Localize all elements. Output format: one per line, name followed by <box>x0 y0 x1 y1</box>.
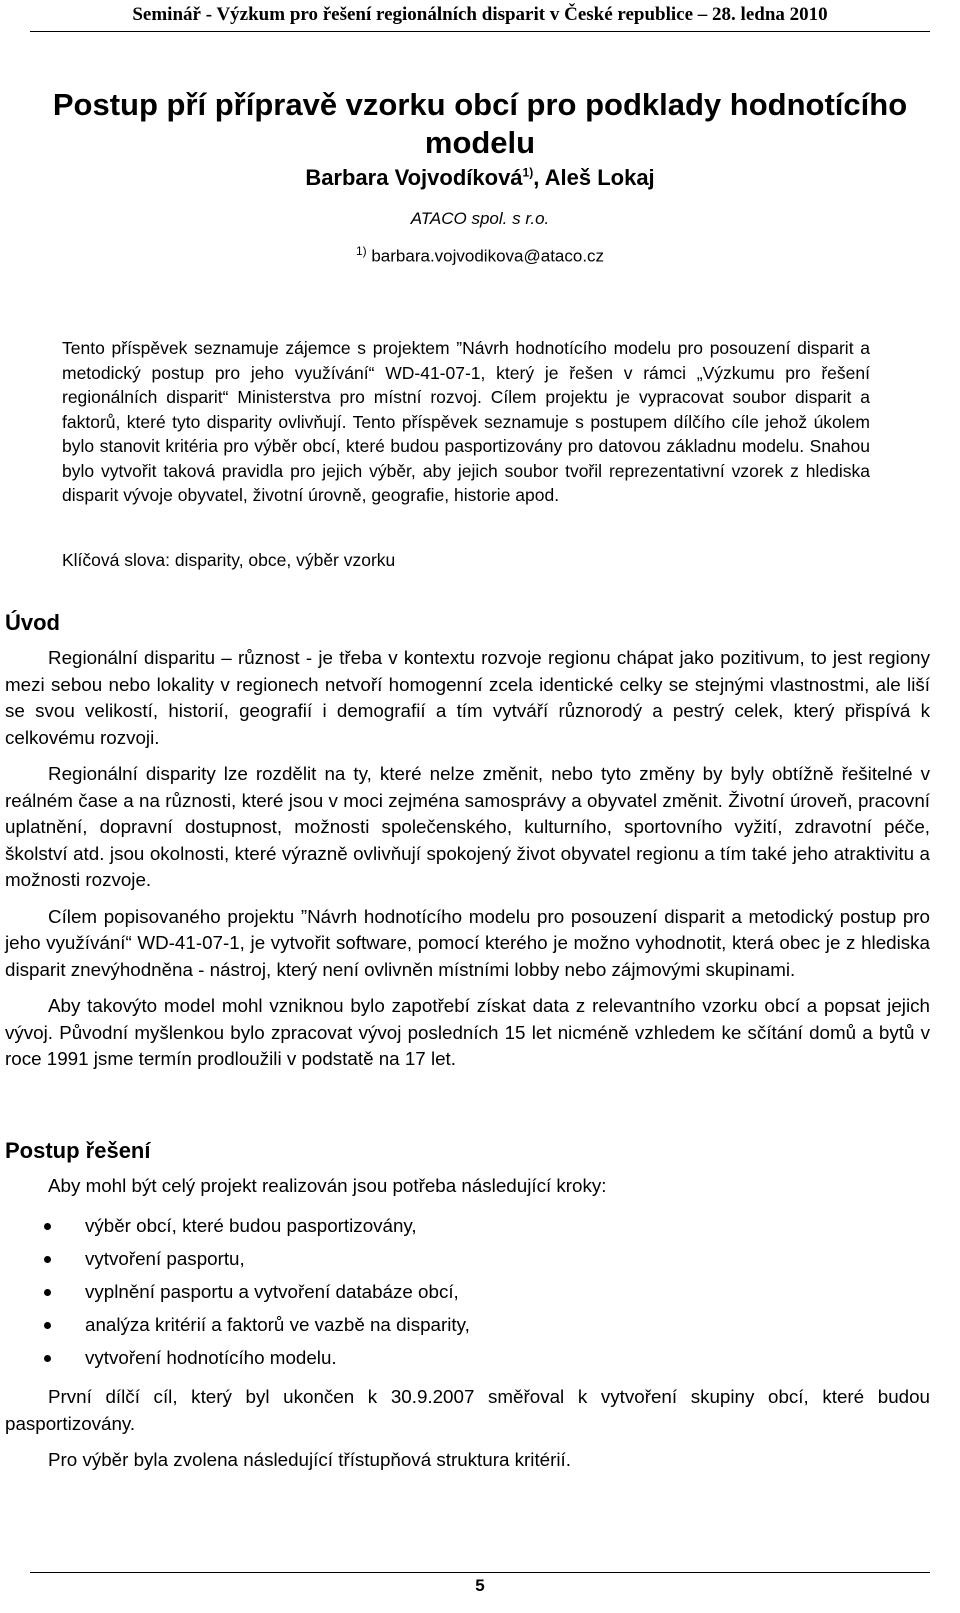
section-uvod-body <box>5 645 930 1083</box>
section-postup-body <box>5 1384 930 1484</box>
keywords: Klíčová slova: disparity, obce, výběr vzorku <box>62 550 396 570</box>
bullet-icon <box>44 1223 51 1230</box>
paragraph: Cílem popisovaného projektu ”Návrh hodnotícího modelu pro posouzení disparit a metodický postup pro jeho využívání“ WD-41-07-1, je vytvořit software, pomocí kterého je možno vyhodnotit, která obec je z hlediska disparit znevýhodněna - nástroj, který není ovlivněn místními lobby nebo zájmovými skupinami. <box>5 905 930 980</box>
affiliation: ATACO spol. s r.o. <box>410 209 550 228</box>
email-affil-mark: 1) <box>355 244 367 258</box>
paragraph: První dílčí cíl, který byl ukončen k 30.9.2007 směřoval k vytvoření skupiny obcí, které budou pasportizovány. <box>5 1386 930 1434</box>
email-address[interactable]: barbara.vojvodikova@ataco.cz <box>371 246 605 266</box>
list-item-text: vyplnění pasportu a vytvoření databáze obcí, <box>85 1281 459 1302</box>
author-2: , Aleš Lokaj <box>533 165 655 190</box>
author-1-affil-mark: 1) <box>522 165 534 180</box>
abstract: Tento příspěvek seznamuje zájemce s projektem ”Návrh hodnotícího modelu pro posouzení disparit a metodický postup pro jeho využívání“ WD-41-07-1, který je řešen v rámci „Výzkumu pro řešení regionálních disparit“ Ministerstva pro místní rozvoj. Cílem projektu je vypracovat soubor disparit a faktorů, které tyto disparity ovlivňují. Tento příspěvek seznamuje s postupem dílčího cíle jehož úkolem bylo stanovit kritéria pro výběr obcí, které budou pasportizovány pro datovou základnu modelu. Snahou bylo vytvořit taková pravidla pro jejich výběr, aby jejich soubor tvořil reprezentativní vzorek z hlediska disparit vývoje obyvatel, životní úrovně, geografie, historie apod. <box>62 338 870 505</box>
paper-title: Postup pří přípravě vzorku obcí pro podklady hodnotícího modelu <box>52 87 908 160</box>
list-item <box>40 1211 470 1244</box>
list-item <box>40 1277 470 1310</box>
list-item-text: vytvoření hodnotícího modelu. <box>85 1347 337 1368</box>
paragraph: Pro výběr byla zvolena následující třístupňová struktura kritérií. <box>48 1449 571 1470</box>
bullet-icon <box>44 1322 51 1329</box>
list-item-text: vytvoření pasportu, <box>85 1248 245 1269</box>
page-number: 5 <box>475 1576 485 1595</box>
bullet-icon <box>44 1256 51 1263</box>
paragraph: Aby takovýto model mohl vzniknou bylo zapotřebí získat data z relevantního vzorku obcí a popsat jejich vývoj. Původní myšlenkou bylo zpracovat vývoj posledních 15 let nicméně vzhledem ke sčítání domů a bytů v roce 1991 jsme termín prodloužili v podstatě na 17 let. <box>5 995 930 1069</box>
section-postup-intro <box>5 1173 930 1210</box>
list-item-text: analýza kritérií a faktorů ve vazbě na disparity, <box>85 1314 470 1335</box>
list-item <box>40 1244 470 1277</box>
authors-line <box>0 165 960 191</box>
list-item-text: výběr obcí, které budou pasportizovány, <box>85 1215 417 1236</box>
paragraph: Regionální disparity lze rozdělit na ty, které nelze změnit, nebo tyto změny by byly obtížně řešitelné v reálném čase a na různosti, které jsou v moci zejména samosprávy a obyvatel změnit. Životní úroveň, pracovní uplatnění, dopravní dostupnost, možnosti společenského, kulturního, sportovního vyžití, zdravotní péče, školství atd. jsou okolnosti, které výrazně ovlivňují spokojený život obyvatel regionu a tím také jeho atraktivitu a možnosti rozvoje. <box>5 763 930 890</box>
author-1: Barbara Vojvodíková <box>305 165 523 190</box>
footer-divider <box>30 1572 930 1573</box>
bullet-icon <box>44 1289 51 1296</box>
bullet-icon <box>44 1355 51 1362</box>
paragraph: Aby mohl být celý projekt realizován jsou potřeba následující kroky: <box>48 1175 607 1196</box>
steps-list <box>40 1211 470 1376</box>
paragraph: Regionální disparitu – různost - je třeba v kontextu rozvoje regionu chápat jako pozitivum, to jest regiony mezi sebou nebo lokality v regionech netvoří homogenní zcela identické celky se stejnými vlastnostmi, ale liší se svou velikostí, historií, geografií i demografií a tím vytváří různorodý a pestrý celek, který přispívá k celkovému rozvoji. <box>5 647 930 748</box>
section-heading-postup: Postup řešení <box>5 1138 151 1163</box>
running-header: Seminář - Výzkum pro řešení regionálních disparit v České republice – 28. ledna 2010 <box>132 4 828 25</box>
header-divider <box>30 31 930 32</box>
list-item <box>40 1343 470 1376</box>
section-heading-uvod: Úvod <box>5 610 60 635</box>
email-line <box>0 244 960 267</box>
list-item <box>40 1310 470 1343</box>
